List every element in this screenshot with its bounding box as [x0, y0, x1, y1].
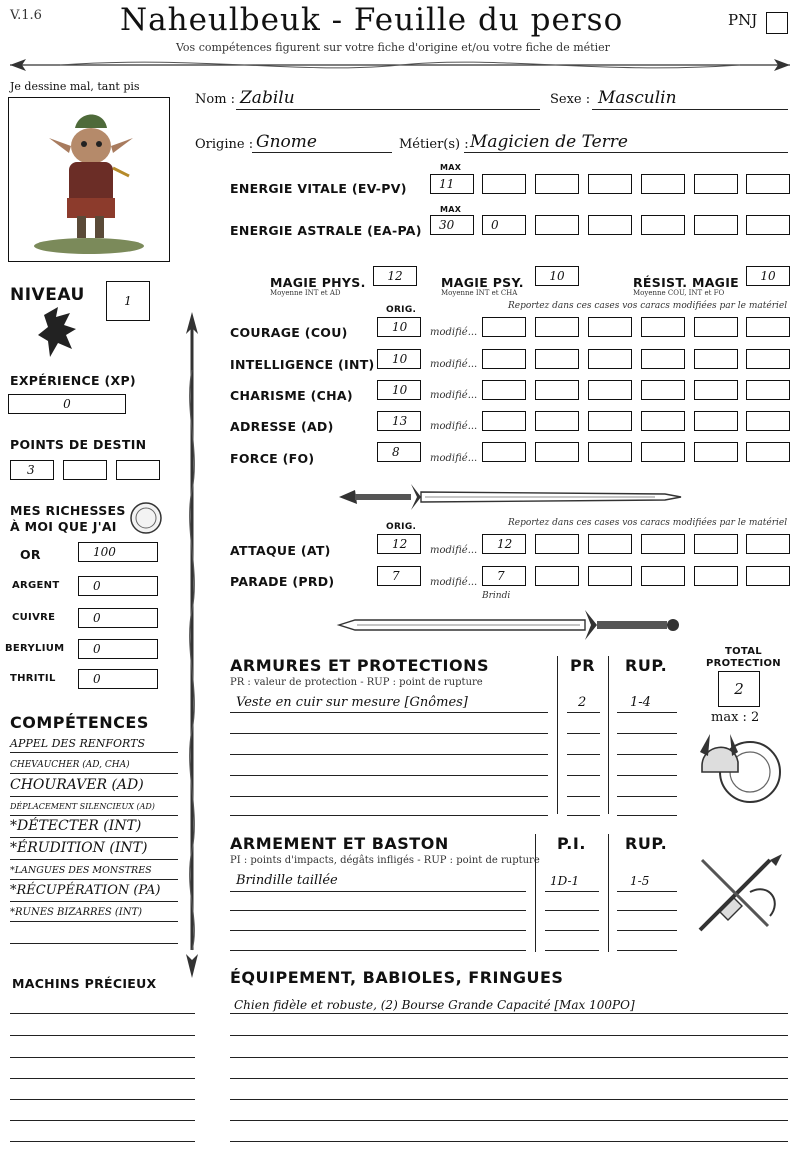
wealth-label-1: MES RICHESSES — [10, 503, 126, 518]
weapons-line-4 — [230, 950, 526, 951]
berylium-value: 0 — [93, 642, 101, 656]
total-label-1: TOTAL — [725, 646, 762, 657]
armor-line-2 — [230, 733, 548, 734]
cou-mod-box-2[interactable] — [535, 317, 579, 337]
ad-box[interactable] — [377, 411, 421, 431]
brindi-note: Brindi — [482, 591, 511, 601]
armor-line-6 — [230, 815, 548, 816]
attaque-mod-box-1[interactable] — [482, 534, 526, 554]
cou-mod-box-3[interactable] — [588, 317, 632, 337]
equipment-line — [230, 1141, 788, 1142]
skill-line — [10, 796, 178, 797]
xp-label: EXPÉRIENCE (XP) — [10, 373, 136, 388]
combat-orig-label: ORIG. — [386, 522, 417, 532]
armor-item-rup[interactable]: 1-4 — [630, 695, 651, 710]
weapons-line-3 — [230, 930, 526, 931]
destin-box-2[interactable] — [63, 460, 107, 480]
fo-mod-box-6[interactable] — [746, 442, 790, 462]
parade-label: PARADE (PRD) — [230, 574, 335, 589]
weapon-item-rup[interactable]: 1-5 — [630, 874, 650, 888]
destin-box-3[interactable] — [116, 460, 160, 480]
metier-label: Métier(s) : — [399, 137, 469, 152]
cuivre-box[interactable] — [78, 608, 158, 628]
total-protection-box[interactable] — [718, 671, 760, 707]
metier-line — [464, 152, 788, 153]
xp-value: 0 — [63, 397, 71, 411]
portrait-caption: Je dessine mal, tant pis — [10, 80, 140, 93]
berylium-box[interactable] — [78, 639, 158, 659]
niveau-box[interactable] — [106, 281, 150, 321]
ev-box-1[interactable] — [482, 174, 526, 194]
sexe-label: Sexe : — [550, 92, 591, 107]
cha-label: CHARISME (CHA) — [230, 388, 353, 403]
fo-value: 8 — [392, 445, 400, 459]
machins-line — [10, 1035, 195, 1036]
skill-line — [10, 773, 178, 774]
ea-box-6[interactable] — [746, 215, 790, 235]
ea-box-3[interactable] — [588, 215, 632, 235]
weapons-col-divider-1 — [535, 834, 536, 952]
armor-line-4 — [230, 775, 548, 776]
equipment-line — [230, 1035, 788, 1036]
skill-item[interactable]: *LANGUES DES MONSTRES — [10, 865, 152, 876]
cou-label: COURAGE (COU) — [230, 325, 348, 340]
magie-psy-label: MAGIE PSY. — [441, 275, 524, 290]
armor-rup-line-6 — [617, 815, 677, 816]
armor-item[interactable]: Veste en cuir sur mesure [Gnômes] — [236, 695, 468, 710]
weapons-line-2 — [230, 910, 526, 911]
machins-line — [10, 1099, 195, 1100]
cha-mod-box-6[interactable] — [746, 380, 790, 400]
skill-line — [10, 901, 178, 902]
cha-box[interactable] — [377, 380, 421, 400]
metier-value[interactable]: Magicien de Terre — [470, 132, 628, 152]
attaque-mod-box-4[interactable] — [641, 534, 685, 554]
cha-value: 10 — [392, 383, 408, 397]
ad-mod-box-5[interactable] — [694, 411, 738, 431]
helmet-shield-icon — [694, 726, 786, 810]
berylium-label: BERYLIUM — [5, 643, 65, 654]
skill-item[interactable]: APPEL DES RENFORTS — [10, 737, 146, 750]
ev-box-5[interactable] — [694, 174, 738, 194]
skill-item[interactable]: *ÉRUDITION (INT) — [10, 840, 148, 856]
skill-item[interactable]: CHEVAUCHER (AD, CHA) — [10, 760, 130, 770]
ea-box-2[interactable] — [535, 215, 579, 235]
sexe-line — [592, 109, 788, 110]
magie-psy-box[interactable] — [535, 266, 579, 286]
machins-title: MACHINS PRÉCIEUX — [12, 976, 157, 991]
weapons-line-1 — [230, 891, 526, 892]
armor-col-divider-2 — [608, 656, 609, 814]
armor-col-divider-1 — [557, 656, 558, 814]
sword-decoration-2 — [335, 608, 685, 642]
armor-pr-line-3 — [567, 754, 600, 755]
ea-box-1[interactable] — [482, 215, 526, 235]
destin-box-1[interactable] — [10, 460, 54, 480]
magie-psy-note: Moyenne INT et CHA — [441, 289, 518, 297]
thritil-value: 0 — [93, 672, 101, 686]
ad-mod-box-6[interactable] — [746, 411, 790, 431]
page-subtitle: Vos compétences figurent sur votre fiche d'origine et/ou votre fiche de métier — [176, 41, 610, 54]
skill-item[interactable]: *RUNES BIZARRES (INT) — [10, 907, 143, 918]
weapons-title: ARMEMENT ET BASTON — [230, 834, 449, 853]
equipment-line-1-text[interactable]: Chien fidèle et robuste, (2) Bourse Grande Capacité [Max 100PO] — [234, 998, 635, 1012]
weapons-pi-header: P.I. — [557, 834, 586, 853]
equipment-title: ÉQUIPEMENT, BABIOLES, FRINGUES — [230, 968, 564, 987]
int-box[interactable] — [377, 349, 421, 369]
niveau-label: NIVEAU — [10, 285, 85, 305]
weapons-rup-header: RUP. — [625, 834, 668, 853]
attaque-value: 12 — [392, 537, 408, 551]
armor-rup-line-5 — [617, 796, 677, 797]
parade-mod-box-6[interactable] — [746, 566, 790, 586]
ev-box-2[interactable] — [535, 174, 579, 194]
weapons-rup-line-2 — [617, 910, 677, 911]
ev-box-3[interactable] — [588, 174, 632, 194]
attaque-mod-box-6[interactable] — [746, 534, 790, 554]
cuivre-label: CUIVRE — [12, 612, 56, 623]
parade-mod-box-2[interactable] — [535, 566, 579, 586]
weapons-pi-line-3 — [545, 930, 599, 931]
weapons-rup-line-3 — [617, 930, 677, 931]
or-label: OR — [20, 547, 41, 562]
pnj-label: PNJ — [728, 11, 758, 29]
header-divider — [0, 52, 800, 78]
fo-mod-box-4[interactable] — [641, 442, 685, 462]
armor-title: ARMURES ET PROTECTIONS — [230, 656, 489, 675]
ea-label: ENERGIE ASTRALE (EA-PA) — [230, 223, 422, 238]
attaque-modified-label: modifié... — [430, 545, 478, 556]
magie-phys-box[interactable] — [373, 266, 417, 286]
nom-line — [236, 109, 540, 110]
armor-rup-line-2 — [617, 733, 677, 734]
cou-mod-box-5[interactable] — [694, 317, 738, 337]
armor-pr-line-6 — [567, 815, 600, 816]
ev-max-value: 11 — [439, 177, 455, 191]
dragon-icon — [36, 305, 84, 361]
argent-label: ARGENT — [12, 580, 60, 591]
weapon-item-pi[interactable]: 1D-1 — [550, 874, 580, 888]
weapons-rup-line-4 — [617, 950, 677, 951]
weapons-col-divider-2 — [608, 834, 609, 952]
nom-value[interactable]: Zabilu — [240, 88, 295, 108]
skills-title: COMPÉTENCES — [10, 713, 149, 732]
nom-label: Nom : — [195, 92, 236, 107]
wealth-label-2: À MOI QUE J'AI — [10, 519, 117, 534]
coin-icon — [128, 500, 164, 536]
skill-item[interactable]: *DÉTECTER (INT) — [10, 818, 142, 834]
parade-box[interactable] — [377, 566, 421, 586]
argent-box[interactable] — [78, 576, 158, 596]
skill-line — [10, 859, 178, 860]
ad-label: ADRESSE (AD) — [230, 419, 334, 434]
armor-pr-line-5 — [567, 796, 600, 797]
weapons-note: PI : points d'impacts, dégâts infligés - RUP : point de rupture — [230, 855, 540, 866]
armor-rup-line-4 — [617, 775, 677, 776]
magie-psy-value: 10 — [549, 269, 565, 283]
int-mod-box-2[interactable] — [535, 349, 579, 369]
weapons-cluster-icon — [690, 852, 788, 938]
parade-mod-box-1[interactable] — [482, 566, 526, 586]
fo-mod-box-2[interactable] — [535, 442, 579, 462]
machins-line — [10, 1141, 195, 1142]
cou-mod-box-1[interactable] — [482, 317, 526, 337]
thritil-label: THRITIL — [10, 673, 56, 684]
ev-label: ENERGIE VITALE (EV-PV) — [230, 181, 407, 196]
cha-mod-box-3[interactable] — [588, 380, 632, 400]
machins-line — [10, 1013, 195, 1014]
attaque-box[interactable] — [377, 534, 421, 554]
skill-item[interactable]: *RÉCUPÉRATION (PA) — [10, 883, 161, 898]
armor-rup-line-1 — [617, 712, 677, 713]
armor-note: PR : valeur de protection - RUP : point de rupture — [230, 677, 483, 688]
stats-note: Reportez dans ces cases vos caracs modifiées par le matériel — [508, 301, 788, 311]
spear-decoration — [180, 310, 204, 980]
skill-line — [10, 815, 178, 816]
resist-magie-note: Moyenne COU, INT et FO — [633, 289, 725, 297]
skill-item[interactable]: CHOURAVER (AD) — [10, 777, 144, 793]
weapons-pi-line-1 — [545, 891, 599, 892]
resist-magie-value: 10 — [760, 269, 776, 283]
armor-line-3 — [230, 754, 548, 755]
weapons-pi-line-4 — [545, 950, 599, 951]
niveau-value: 1 — [124, 294, 132, 308]
version-label: V.1.6 — [10, 8, 42, 23]
destin-value: 3 — [27, 463, 35, 477]
cha-mod-box-2[interactable] — [535, 380, 579, 400]
attaque-mod-box-2[interactable] — [535, 534, 579, 554]
armor-rup-line-3 — [617, 754, 677, 755]
cha-modified-label: modifié... — [430, 390, 478, 401]
parade-modified-label: modifié... — [430, 577, 478, 588]
max-protection-label: max : 2 — [711, 710, 760, 725]
fo-mod-box-5[interactable] — [694, 442, 738, 462]
ea-max-label: MAX — [440, 205, 462, 214]
armor-line-5 — [230, 796, 548, 797]
fo-mod-box-3[interactable] — [588, 442, 632, 462]
origine-line — [252, 152, 392, 153]
ad-value: 13 — [392, 414, 408, 428]
attaque-mod-box-3[interactable] — [588, 534, 632, 554]
fo-mod-box-1[interactable] — [482, 442, 526, 462]
origine-label: Origine : — [195, 137, 254, 152]
origine-value[interactable]: Gnome — [256, 132, 317, 152]
ad-mod-box-4[interactable] — [641, 411, 685, 431]
sword-decoration-1 — [335, 480, 685, 514]
equipment-line — [230, 1013, 788, 1014]
cha-mod-box-4[interactable] — [641, 380, 685, 400]
machins-line — [10, 1057, 195, 1058]
parade-mod-value: 7 — [497, 569, 505, 583]
fo-box[interactable] — [377, 442, 421, 462]
skill-item[interactable]: DÉPLACEMENT SILENCIEUX (AD) — [10, 802, 155, 811]
goblin-portrait-image — [9, 98, 169, 261]
pnj-checkbox[interactable] — [766, 12, 788, 34]
resist-magie-label: RÉSIST. MAGIE — [633, 275, 740, 290]
portrait-frame[interactable] — [8, 97, 170, 262]
destin-label: POINTS DE DESTIN — [10, 437, 147, 452]
skill-line — [10, 921, 178, 922]
ea-max-value: 30 — [439, 218, 455, 232]
ad-mod-box-3[interactable] — [588, 411, 632, 431]
armor-item-pr[interactable]: 2 — [578, 695, 587, 710]
ad-modified-label: modifié... — [430, 421, 478, 432]
armor-line-1 — [230, 712, 548, 713]
int-modified-label: modifié... — [430, 359, 478, 370]
ea-current-value: 0 — [491, 218, 499, 232]
or-value: 100 — [93, 545, 116, 559]
equipment-line — [230, 1078, 788, 1079]
weapons-rup-line-1 — [617, 891, 677, 892]
skill-line — [10, 837, 178, 838]
armor-pr-header: PR — [570, 656, 596, 675]
ad-mod-box-2[interactable] — [535, 411, 579, 431]
total-protection-value: 2 — [734, 680, 744, 698]
armor-rup-header: RUP. — [625, 656, 668, 675]
ad-mod-box-1[interactable] — [482, 411, 526, 431]
cha-mod-box-5[interactable] — [694, 380, 738, 400]
equipment-line — [230, 1057, 788, 1058]
fo-modified-label: modifié... — [430, 453, 478, 464]
skill-line — [10, 879, 178, 880]
int-value: 10 — [392, 352, 408, 366]
machins-line — [10, 1120, 195, 1121]
sexe-value[interactable]: Masculin — [598, 88, 677, 108]
attaque-mod-value: 12 — [497, 537, 513, 551]
int-mod-box-5[interactable] — [694, 349, 738, 369]
parade-mod-box-5[interactable] — [694, 566, 738, 586]
combat-note: Reportez dans ces cases vos caracs modifiées par le matériel — [508, 518, 788, 528]
machins-line — [10, 1078, 195, 1079]
attaque-label: ATTAQUE (AT) — [230, 543, 331, 558]
weapon-item[interactable]: Brindille taillée — [236, 873, 338, 888]
ev-box-4[interactable] — [641, 174, 685, 194]
cou-mod-box-6[interactable] — [746, 317, 790, 337]
skill-line — [10, 943, 178, 944]
argent-value: 0 — [93, 579, 101, 593]
cuivre-value: 0 — [93, 611, 101, 625]
ea-box-5[interactable] — [694, 215, 738, 235]
ea-max-box[interactable] — [430, 215, 474, 235]
resist-magie-box[interactable] — [746, 266, 790, 286]
page-title: Naheulbeuk - Feuille du perso — [120, 2, 624, 38]
armor-pr-line-1 — [567, 712, 600, 713]
armor-pr-line-2 — [567, 733, 600, 734]
attaque-mod-box-5[interactable] — [694, 534, 738, 554]
stats-orig-label: ORIG. — [386, 305, 417, 315]
ev-max-label: MAX — [440, 163, 462, 172]
skill-line — [10, 752, 178, 753]
parade-mod-box-3[interactable] — [588, 566, 632, 586]
int-label: INTELLIGENCE (INT) — [230, 357, 375, 372]
ea-box-4[interactable] — [641, 215, 685, 235]
equipment-line — [230, 1099, 788, 1100]
or-box[interactable] — [78, 542, 158, 562]
int-mod-box-6[interactable] — [746, 349, 790, 369]
magie-phys-label: MAGIE PHYS. — [270, 275, 366, 290]
thritil-box[interactable] — [78, 669, 158, 689]
ev-max-box[interactable] — [430, 174, 474, 194]
fo-label: FORCE (FO) — [230, 451, 315, 466]
cha-mod-box-1[interactable] — [482, 380, 526, 400]
parade-mod-box-4[interactable] — [641, 566, 685, 586]
int-mod-box-1[interactable] — [482, 349, 526, 369]
total-label-2: PROTECTION — [706, 658, 781, 669]
xp-box[interactable] — [8, 394, 126, 414]
cou-value: 10 — [392, 320, 408, 334]
equipment-line — [230, 1120, 788, 1121]
int-mod-box-4[interactable] — [641, 349, 685, 369]
armor-pr-line-4 — [567, 775, 600, 776]
weapons-pi-line-2 — [545, 910, 599, 911]
cou-mod-box-4[interactable] — [641, 317, 685, 337]
cou-modified-label: modifié... — [430, 327, 478, 338]
magie-phys-value: 12 — [387, 269, 403, 283]
cou-box[interactable] — [377, 317, 421, 337]
ev-box-6[interactable] — [746, 174, 790, 194]
int-mod-box-3[interactable] — [588, 349, 632, 369]
magie-phys-note: Moyenne INT et AD — [270, 289, 341, 297]
parade-value: 7 — [392, 569, 400, 583]
